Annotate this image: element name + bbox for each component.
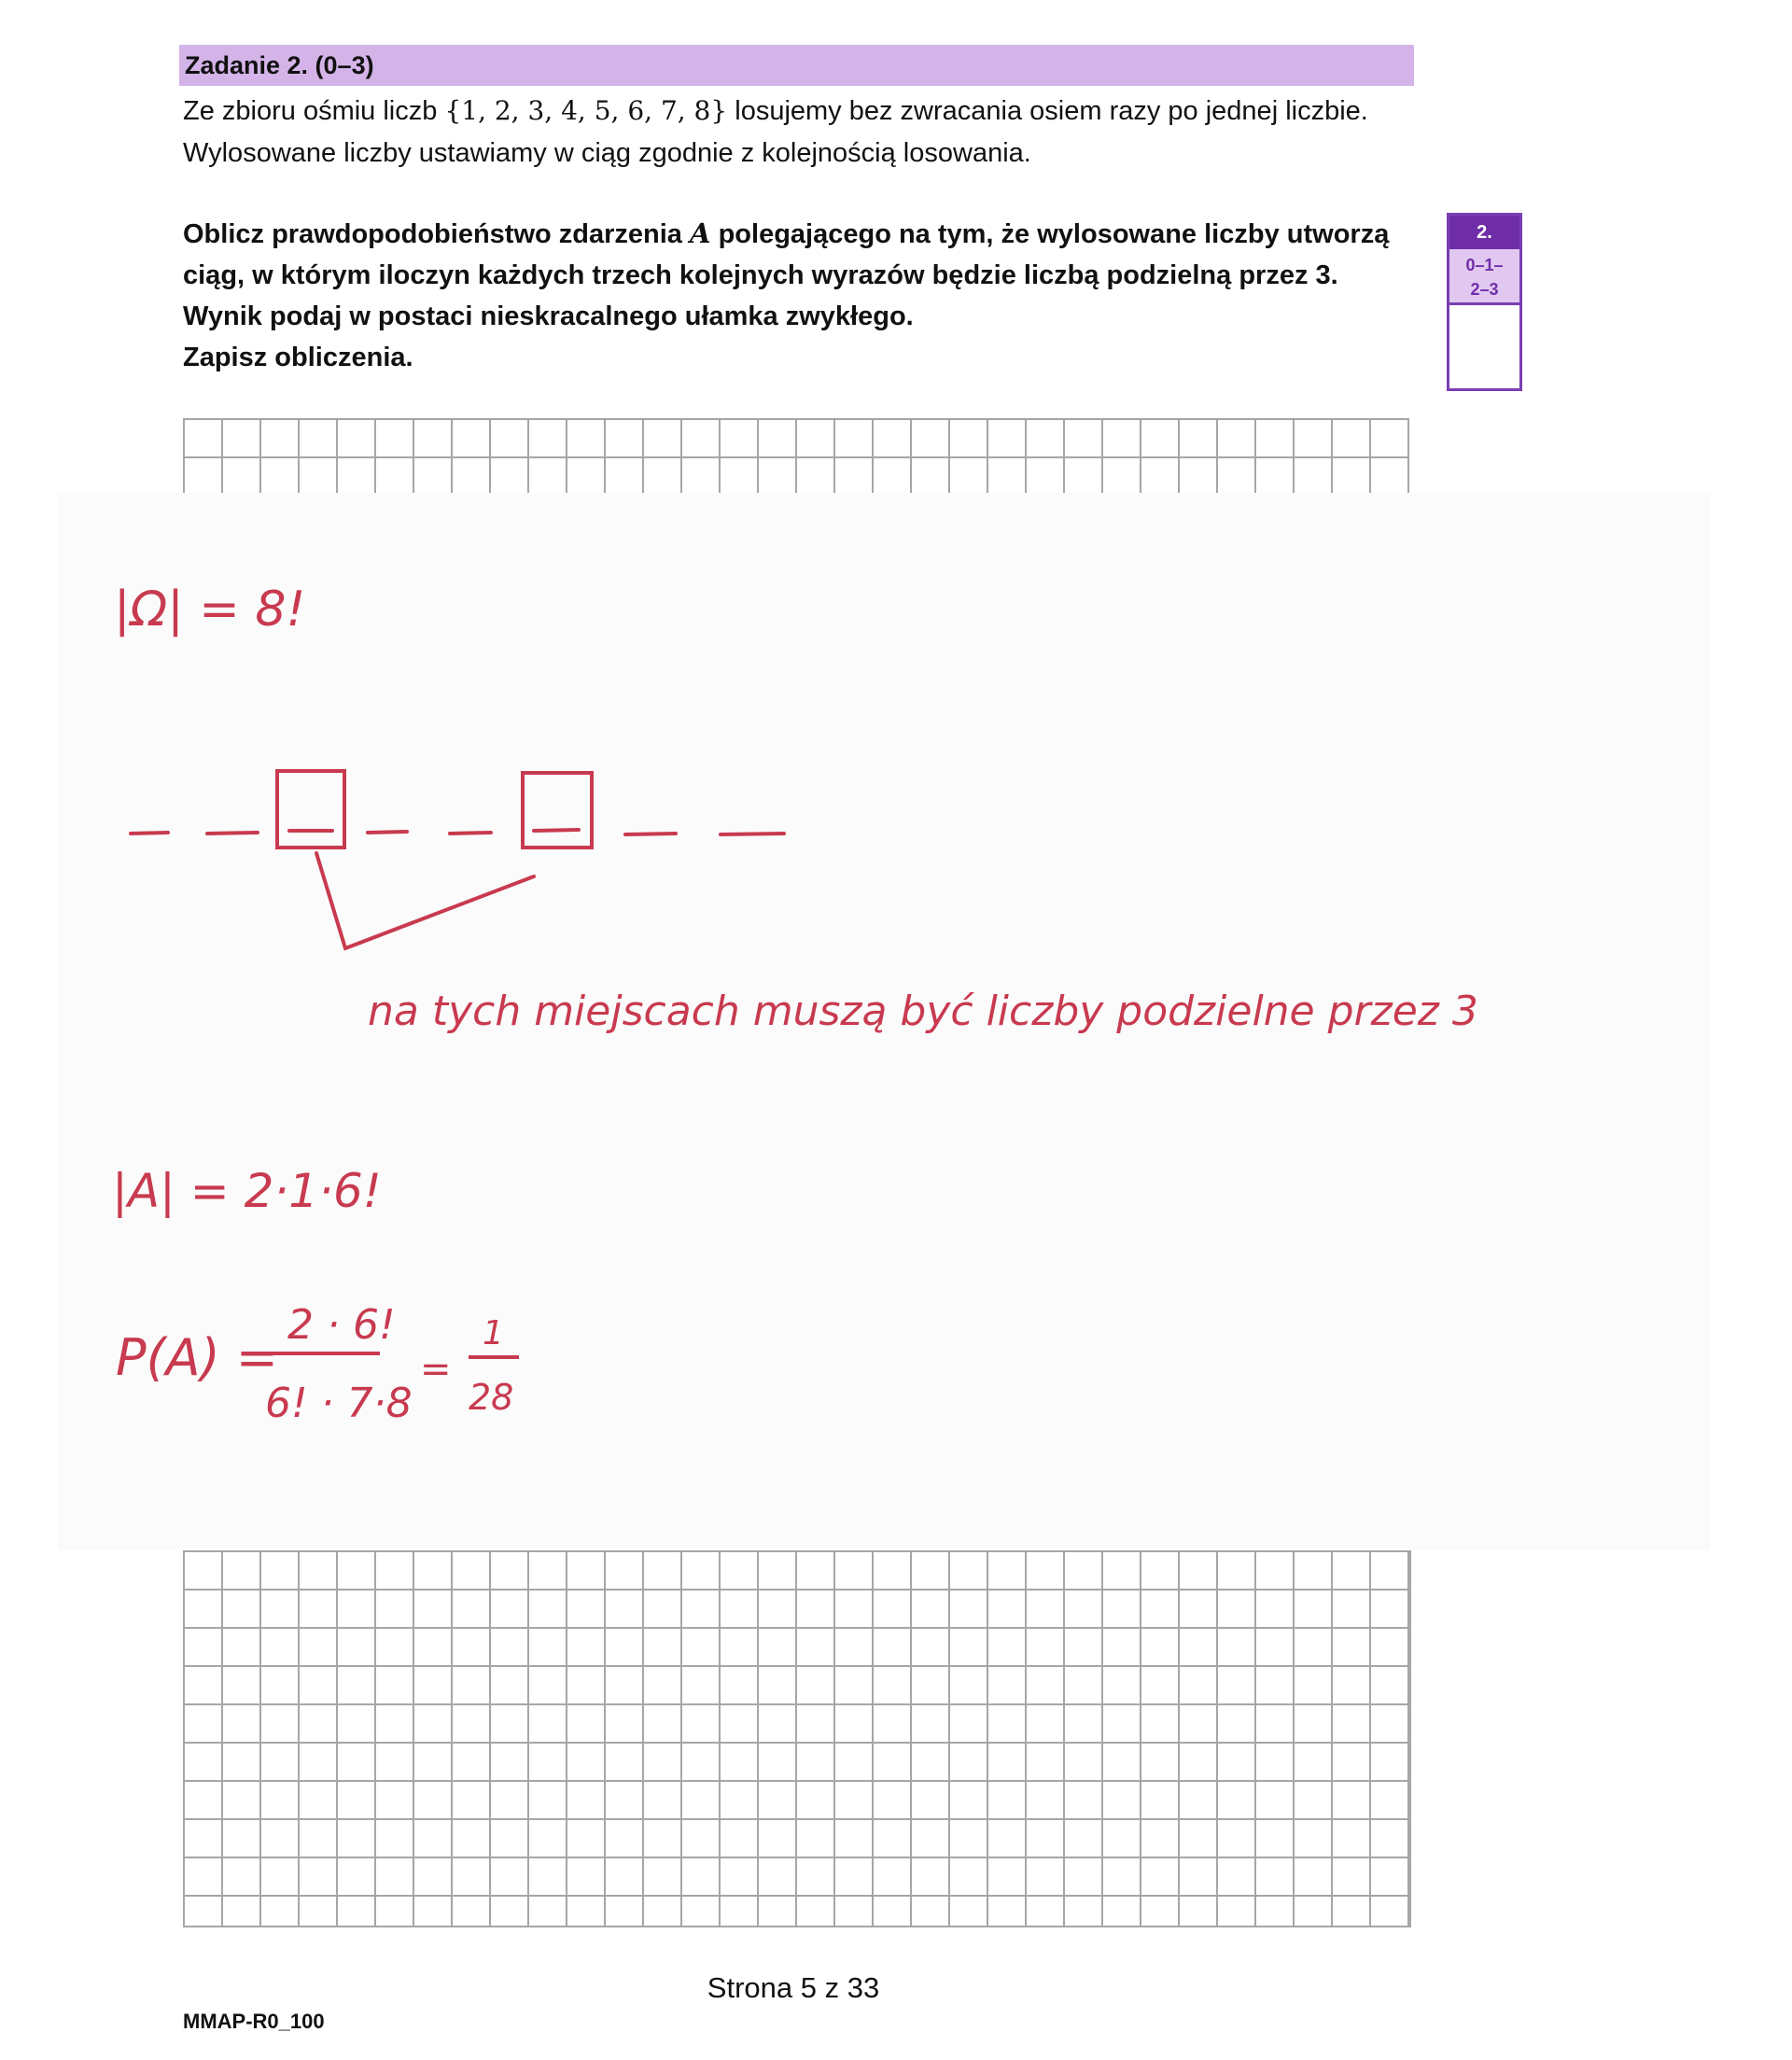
sequence-slots-diagram <box>131 771 784 948</box>
score-box <box>1447 213 1522 391</box>
task-intro <box>183 90 1415 175</box>
score-points-line-1: 0–1– <box>1465 256 1504 274</box>
pointer-lines <box>316 853 534 948</box>
omega-cardinality: |Ω| = 8! <box>114 582 306 638</box>
slot-6 <box>534 830 579 831</box>
slot-2 <box>207 833 258 834</box>
score-points-line-2: 2–3 <box>1470 280 1499 299</box>
document-code: MMAP-R0_100 <box>183 2010 325 2033</box>
question-text-1: Oblicz prawdopodobieństwo zdarzenia <box>183 219 682 249</box>
equals-sign: = <box>420 1348 452 1391</box>
intro-text-start: Ze zbioru ośmiu liczb <box>183 96 438 126</box>
score-task-number: 2. <box>1449 216 1519 249</box>
event-variable: A <box>690 217 711 249</box>
result-denominator: 28 <box>469 1377 514 1418</box>
result-numerator: 1 <box>483 1314 504 1352</box>
score-entry-cell[interactable] <box>1449 305 1519 391</box>
probability-denominator: 6! · 7·8 <box>265 1380 413 1427</box>
score-points-range <box>1449 249 1519 305</box>
handwritten-solution <box>58 493 1710 1550</box>
task-question <box>183 213 1415 378</box>
page-number: Strona 5 z 33 <box>707 1971 880 2004</box>
probability-lhs: P(A) = <box>116 1328 279 1387</box>
slot-1 <box>131 833 168 834</box>
answer-grid-top <box>183 418 1409 495</box>
slot-4 <box>368 832 407 833</box>
slot-3-box <box>277 771 344 848</box>
intro-text-end: losujemy bez zwracania osiem razy po jednej liczbie. Wylosowane liczby ustawiamy w ciąg zgodnie z kolejnością losowania. <box>183 96 1368 168</box>
slot-6-box <box>523 773 592 848</box>
number-set: {1, 2, 3, 4, 5, 6, 7, 8} <box>444 95 728 126</box>
positions-note: na tych miejscach muszą być liczby podzielne przez 3 <box>368 988 1478 1035</box>
probability-numerator: 2 · 6! <box>287 1301 396 1349</box>
question-text-4: Zapisz obliczenia. <box>183 343 413 372</box>
divisor-number: 3 <box>1315 260 1331 290</box>
event-cardinality: |A| = 2·1·6! <box>112 1164 382 1218</box>
slot-5 <box>450 833 491 834</box>
task-title: Zadanie 2. (0–3) <box>179 45 1414 86</box>
answer-grid-bottom <box>183 1550 1411 1927</box>
handwriting-layer <box>58 493 1710 1550</box>
question-text-2: polegającego na tym, że wylosowane liczby utworzą ciąg, w którym iloczyn każdych trzech kolejnych wyrazów będzie liczbą podzielną przez <box>183 219 1390 290</box>
question-text-3: . Wynik podaj w postaci nieskracalnego ułamka zwykłego. <box>183 260 1338 331</box>
